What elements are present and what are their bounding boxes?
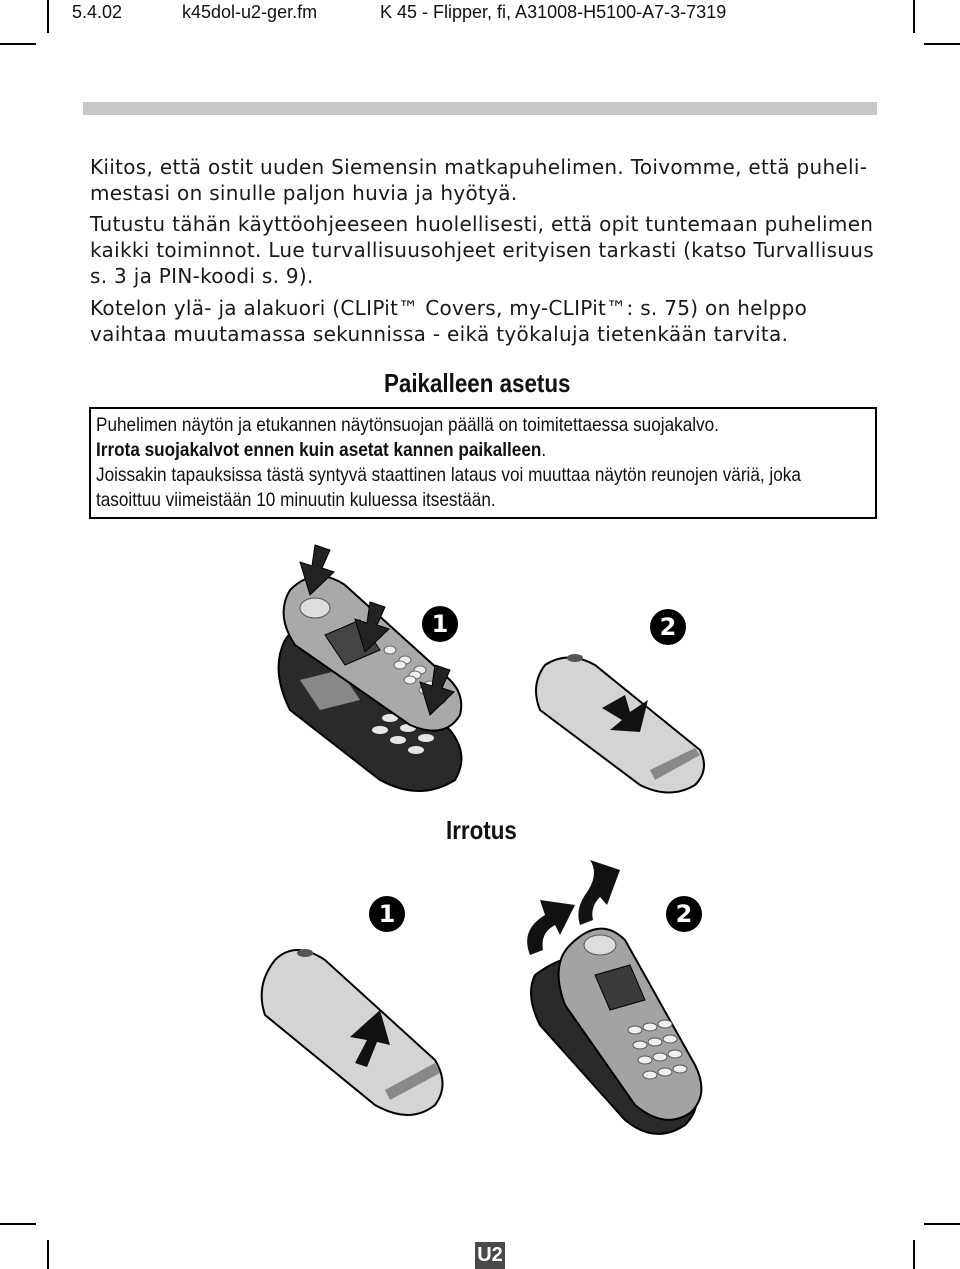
crop-mark [0, 1223, 36, 1225]
back-cover-slide-illustration [530, 650, 720, 800]
intro-paragraph-1: Kiitos, että ostit uuden Siemensin matkapuhelimen. Toivomme, että puheli-mestasi on sinulle paljon huvia ja hyötyä. [90, 155, 868, 205]
section-title-remove: Irrotus [446, 815, 517, 845]
header-rule [83, 102, 877, 115]
intro-paragraph-2: Tutustu tähän käyttöohjeeseen huolellisesti, että opit tuntemaan puhelimen kaikki toiminnot. Lue turvallisuusohjeet erityisen tarkasti (katso Turvallisuus s. 3 ja PIN-koodi s. 9). [90, 212, 874, 288]
notice-line-2-bold: Irrota suojakalvot ennen kuin asetat kannen paikalleen [96, 439, 542, 461]
phone-insert-cover-illustration [260, 540, 480, 800]
crop-mark [47, 0, 49, 33]
crop-mark [913, 1240, 915, 1269]
notice-line-3: Joissakin tapauksissa tästä syntyvä staattinen lataus voi muuttaa näytön reunojen väriä, joka [96, 464, 801, 486]
notice-line-4: tasoittuu viimeistään 10 minuutin kuluessa itsestään. [96, 489, 496, 511]
back-cover-remove-illustration [255, 945, 455, 1125]
crop-mark [913, 0, 915, 33]
header-title: K 45 - Flipper, fi, A31008-H5100-A7-3-7319 [380, 2, 727, 22]
step-number-insert-1: 1 [422, 606, 458, 642]
notice-box [89, 407, 877, 519]
phone-remove-cover-illustration [515, 855, 725, 1145]
step-number-remove-1: 1 [369, 896, 405, 932]
notice-line-2-end: . [541, 439, 547, 461]
page-number-badge: U2 [475, 1242, 505, 1269]
step-number-remove-2: 2 [666, 896, 702, 932]
crop-mark [924, 1223, 960, 1225]
crop-mark [924, 43, 960, 45]
intro-paragraph-3: Kotelon ylä- ja alakuori (CLIPit™ Covers, my-CLIPit™: s. 75) on helppo vaihtaa muutamassa sekunnissa - eikä työkaluja tietenkään tarvita. [90, 296, 808, 346]
header-date: 5.4.02 [72, 2, 123, 22]
notice-line-2 [96, 438, 546, 463]
crop-mark [47, 1240, 49, 1269]
step-number-insert-2: 2 [650, 609, 686, 645]
notice-line-1: Puhelimen näytön ja etukannen näytönsuojan päällä on toimitettaessa suojakalvo. [96, 414, 719, 436]
crop-mark [0, 43, 36, 45]
header-filename: k45dol-u2-ger.fm [182, 2, 318, 22]
section-title-insert: Paikalleen asetus [384, 368, 571, 398]
